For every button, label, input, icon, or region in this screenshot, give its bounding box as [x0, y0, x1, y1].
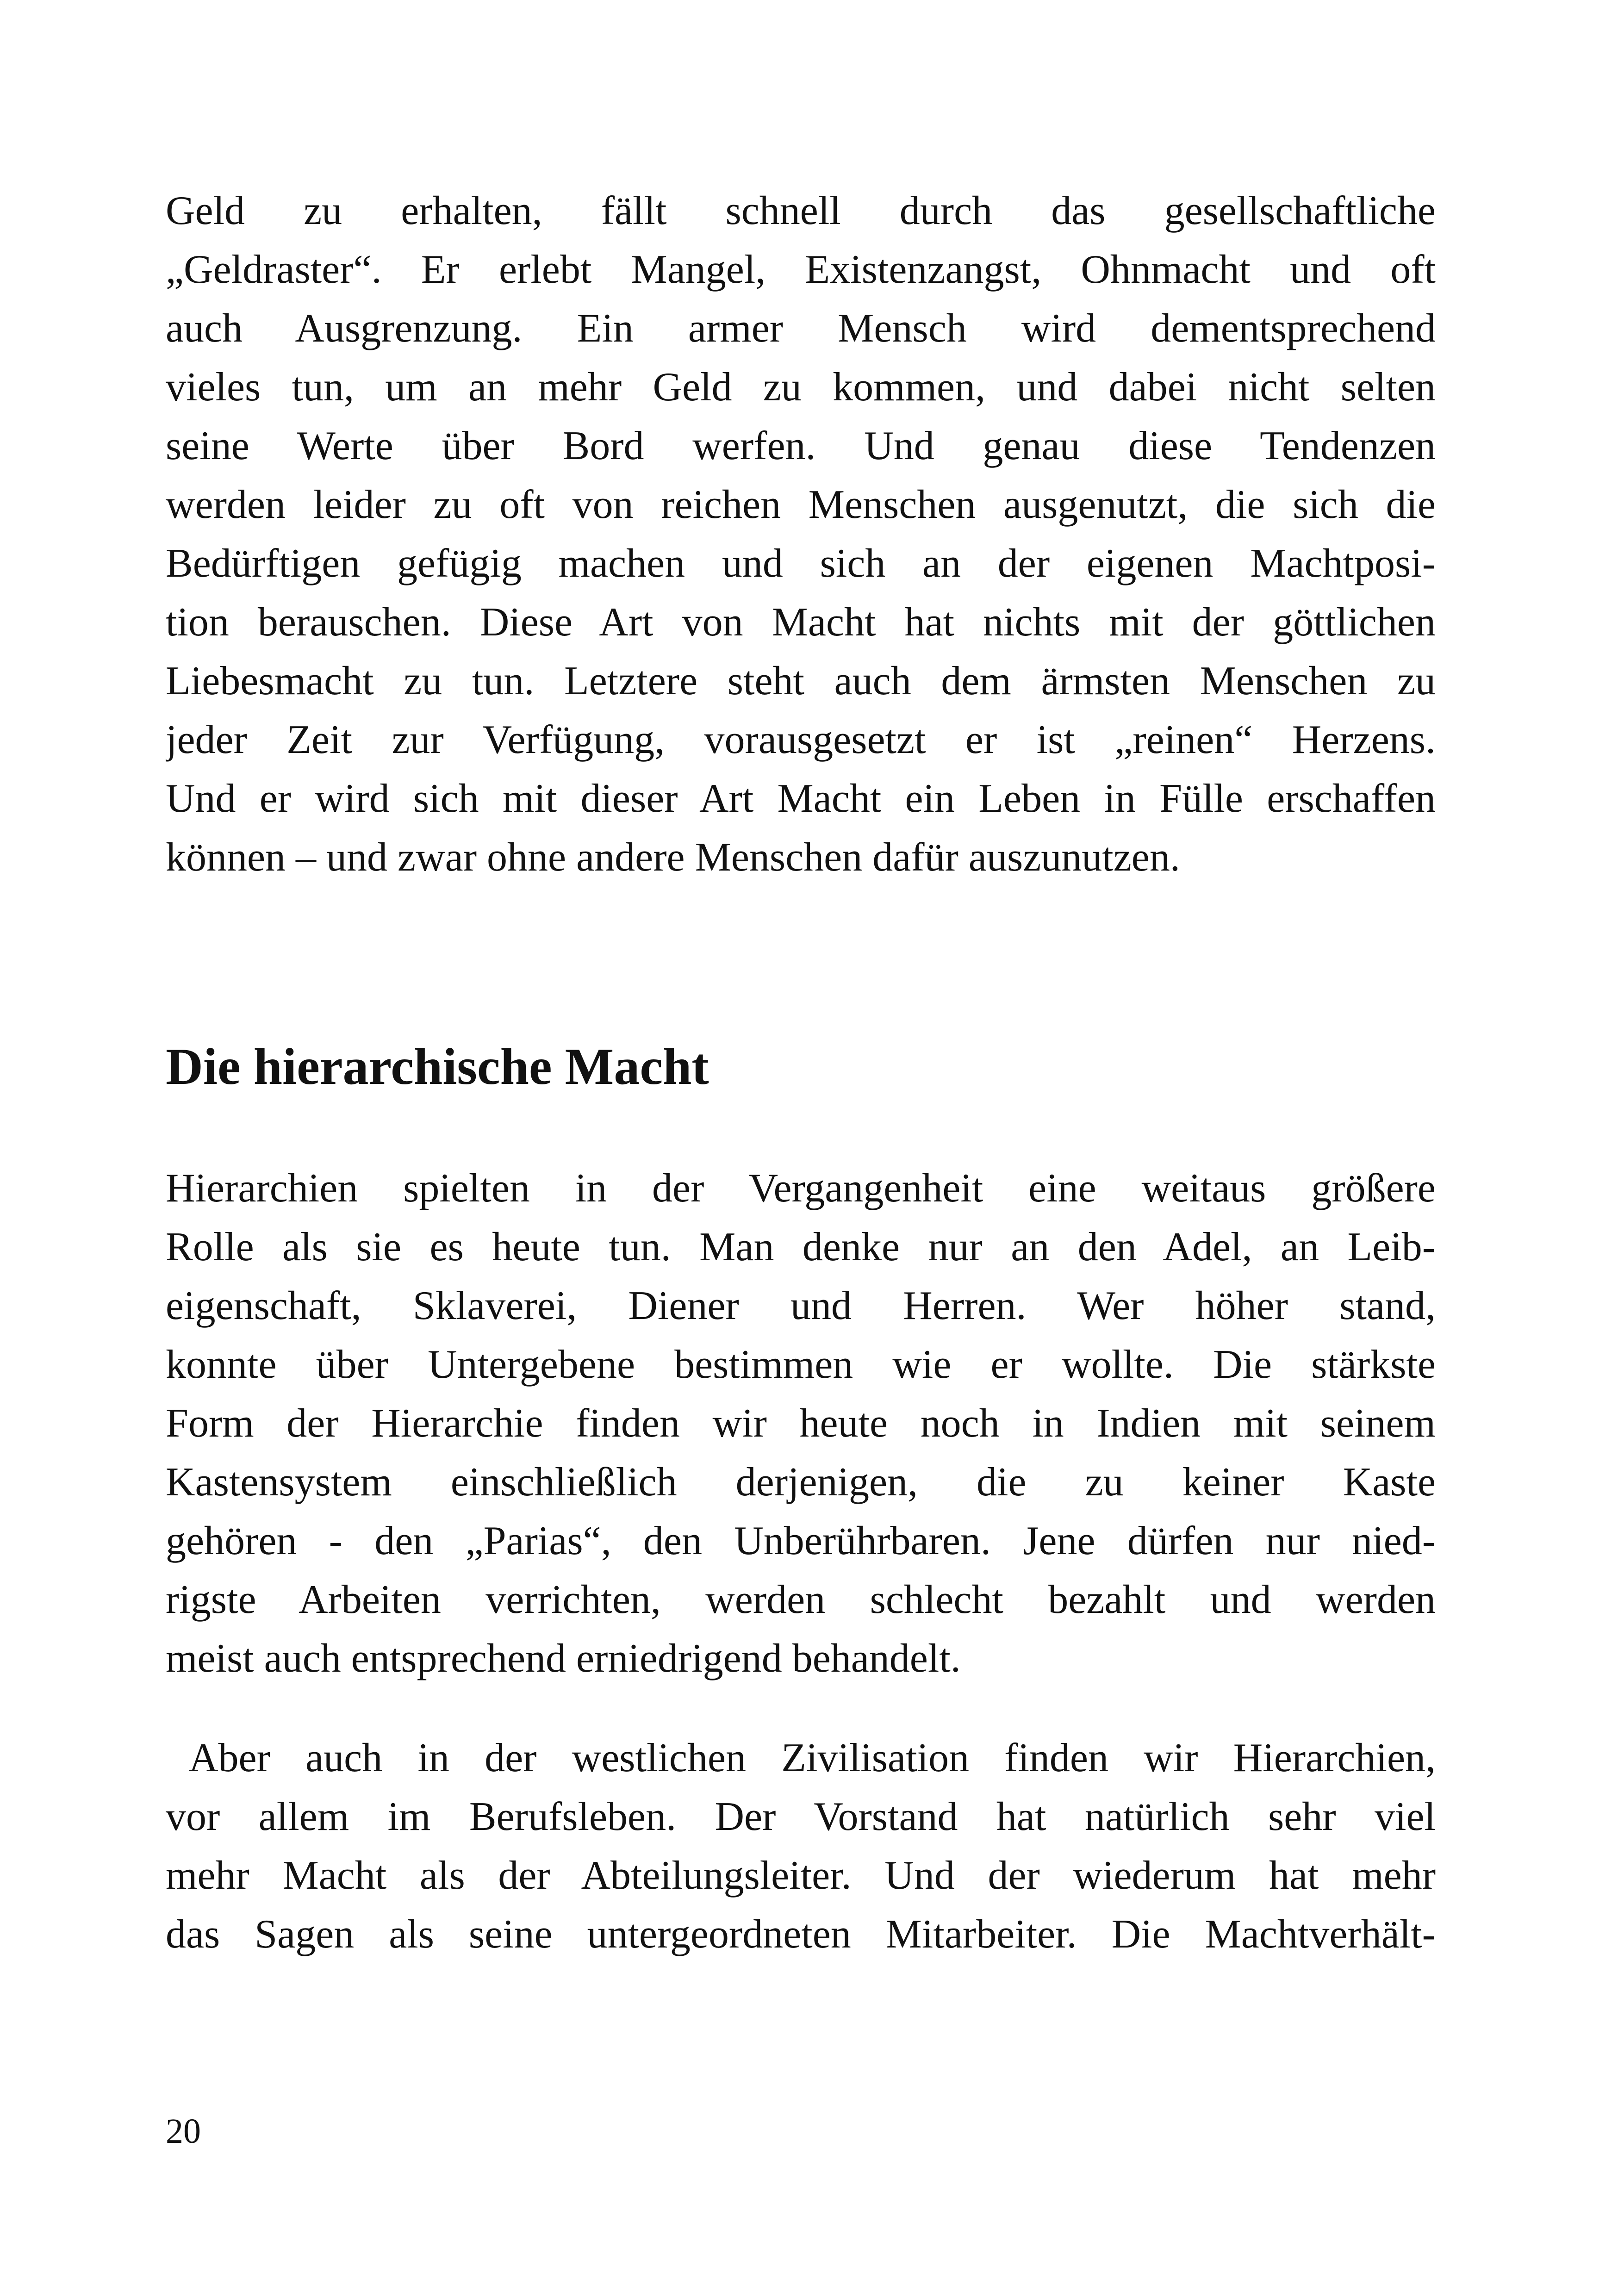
text-line: Geld zu erhalten, fällt schnell durch das gesellschaftliche — [166, 188, 1436, 233]
text-line: seine Werte über Bord werfen. Und genau diese Tendenzen — [166, 423, 1436, 468]
text-line: mehr Macht als der Abteilungsleiter. Und der wiederum hat mehr — [166, 1853, 1436, 1898]
text-line: eigenschaft, Sklaverei, Diener und Herren. Wer höher stand, — [166, 1283, 1436, 1328]
text-line: Aber auch in der westlichen Zivilisation finden wir Hierarchien, — [189, 1736, 1436, 1780]
text-line: jeder Zeit zur Verfügung, vorausgesetzt er ist „reinen“ Herzens. — [166, 717, 1436, 762]
text-line: vor allem im Berufsleben. Der Vorstand hat natürlich sehr viel — [166, 1794, 1436, 1839]
text-line: Liebesmacht zu tun. Letztere steht auch dem ärmsten Menschen zu — [166, 659, 1436, 703]
text-line: auch Ausgrenzung. Ein armer Mensch wird dementsprechend — [166, 306, 1436, 351]
text-line: tion berauschen. Diese Art von Macht hat nichts mit der göttlichen — [166, 600, 1436, 645]
text-line: können – und zwar ohne andere Menschen dafür auszunutzen. — [166, 835, 1180, 880]
text-line: Kastensystem einschließlich derjenigen, die zu keiner Kaste — [166, 1460, 1436, 1505]
page-number: 20 — [166, 2112, 201, 2151]
text-line: konnte über Untergebene bestimmen wie er wollte. Die stärkste — [166, 1342, 1436, 1387]
text-line: Form der Hierarchie finden wir heute noch in Indien mit seinem — [166, 1401, 1436, 1446]
text-line: Bedürftigen gefügig machen und sich an der eigenen Machtposi- — [166, 541, 1436, 586]
paragraph-3 — [166, 1729, 1436, 1964]
text-line: gehören - den „Parias“, den Unberührbaren. Jene dürfen nur nied- — [166, 1518, 1436, 1563]
section-heading: Die hierarchische Macht — [166, 1038, 709, 1095]
text-line: Und er wird sich mit dieser Art Macht ein Leben in Fülle erschaffen — [166, 776, 1436, 821]
text-line: meist auch entsprechend erniedrigend behandelt. — [166, 1636, 961, 1681]
text-line: das Sagen als seine untergeordneten Mitarbeiter. Die Machtverhält- — [166, 1912, 1436, 1957]
text-line: Hierarchien spielten in der Vergangenheit eine weitaus größere — [166, 1166, 1436, 1211]
text-line: „Geldraster“. Er erlebt Mangel, Existenzangst, Ohnmacht und oft — [166, 247, 1436, 292]
text-line: rigste Arbeiten verrichten, werden schlecht bezahlt und werden — [166, 1577, 1436, 1622]
text-line: Rolle als sie es heute tun. Man denke nur an den Adel, an Leib- — [166, 1225, 1436, 1269]
paragraph-2 — [166, 1159, 1436, 1688]
paragraph-1 — [166, 181, 1436, 887]
text-line: vieles tun, um an mehr Geld zu kommen, und dabei nicht selten — [166, 365, 1436, 410]
text-line: werden leider zu oft von reichen Menschen ausgenutzt, die sich die — [166, 482, 1436, 527]
